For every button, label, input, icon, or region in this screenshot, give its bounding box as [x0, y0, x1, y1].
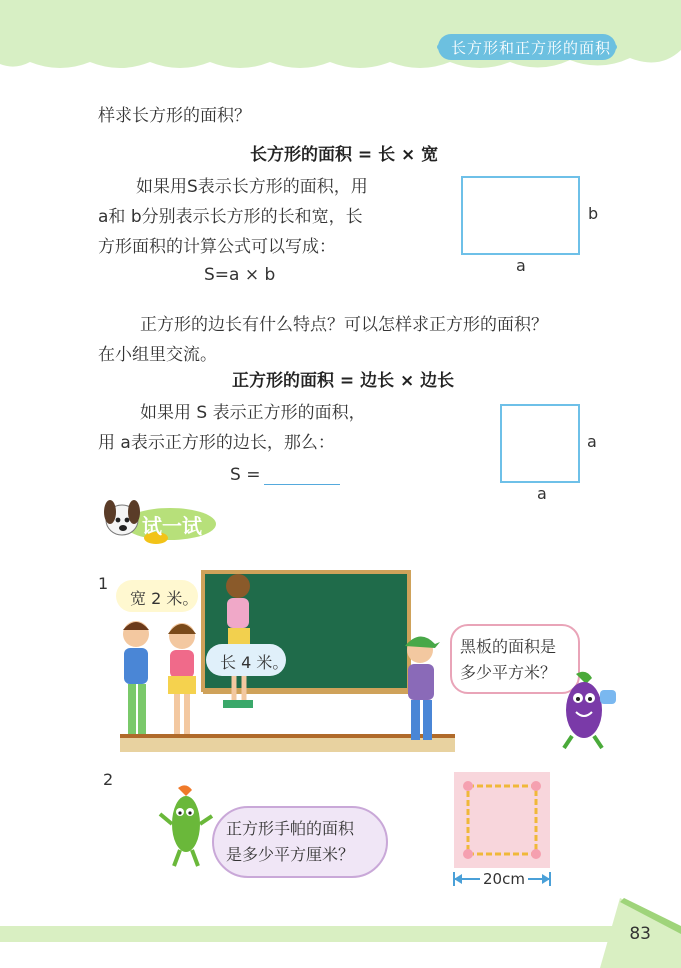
footer-band — [0, 926, 681, 942]
square-bottom-label: a — [537, 484, 547, 503]
rect-side-label: b — [588, 204, 599, 223]
square-area-formula: 正方形的面积 = 边长 × 边长 — [232, 371, 455, 391]
rectangle-figure — [461, 176, 580, 255]
problem-1-number: 1 — [98, 574, 109, 593]
rectangle-area-formula: 长方形的面积 = 长 × 宽 — [250, 145, 439, 165]
rect-para-line-2: a和 b分别表示长方形的长和宽，长 — [98, 207, 363, 227]
square-question-line-1: 正方形的边长有什么特点？可以怎样求正方形的面积？ — [140, 315, 548, 335]
square-para-line-1: 如果用 S 表示正方形的面积， — [140, 403, 366, 423]
square-para-line-2: 用 a表示正方形的边长，那么： — [98, 433, 335, 453]
handkerchief-question-line-1: 正方形手帕的面积 — [226, 819, 355, 838]
answer-blank — [264, 484, 340, 485]
length-speech-text: 长 4 米。 — [220, 653, 289, 672]
bean-mascot-icon — [156, 784, 216, 868]
width-speech-text: 宽 2 米。 — [130, 589, 199, 608]
rect-para-line-3: 方形面积的计算公式可以写成： — [98, 237, 336, 257]
try-it-title: 试一试 — [142, 514, 202, 538]
handkerchief-question-line-2: 是多少平方厘米？ — [226, 845, 355, 864]
square-handkerchief-image — [452, 770, 552, 870]
eggplant-mascot-icon — [556, 668, 622, 750]
rect-para-line-1: 如果用S表示长方形的面积，用 — [136, 177, 368, 197]
square-question-line-2: 在小组里交流。 — [98, 345, 217, 365]
square-area-expression: S = — [230, 465, 261, 485]
blackboard-question-line-1: 黑板的面积是 — [460, 637, 557, 656]
square-side-label: a — [587, 432, 597, 451]
blackboard-question-line-2: 多少平方米？ — [460, 663, 557, 682]
header-title: 长方形和正方形的面积 — [450, 39, 611, 57]
page-number: 83 — [629, 924, 651, 944]
handkerchief-measure-label: 20cm — [480, 870, 528, 888]
intro-line: 样求长方形的面积？ — [98, 106, 251, 126]
square-figure — [500, 404, 580, 483]
rect-area-expression: S=a × b — [204, 265, 276, 285]
rect-bottom-label: a — [516, 256, 526, 275]
problem-2-number: 2 — [103, 770, 114, 789]
